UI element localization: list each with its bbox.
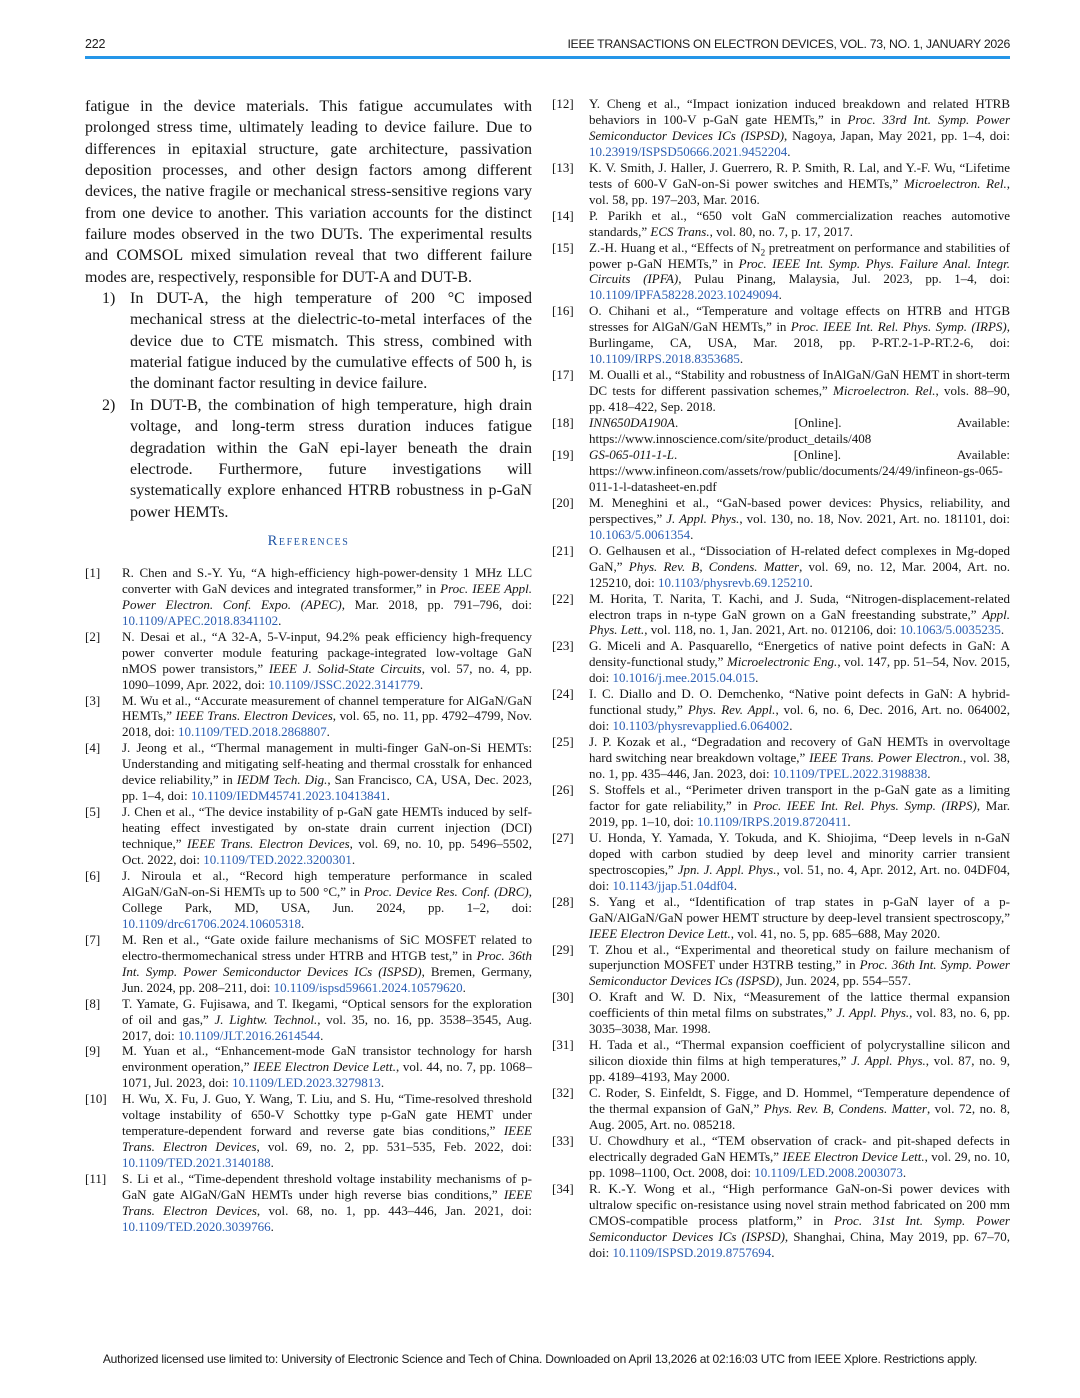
reference-text: , vol. 58, pp. 197–203, Mar. 2016. — [589, 175, 1010, 207]
doi-link[interactable]: 10.1109/TED.2021.3140188 — [122, 1155, 271, 1171]
reference-number: [32] — [552, 1085, 574, 1101]
reference-number: [18] — [552, 415, 574, 431]
reference-text: , Shanghai, China, May 2019, pp. 67–70, doi: — [589, 1228, 1011, 1260]
venue-italic: Proc. 36th Int. Symp. Power Semiconductor Devices ICs (ISPSD) — [122, 947, 533, 979]
venue-italic: Proc. 31st Int. Symp. Power Semiconductor Devices ICs (ISPSD) — [589, 1212, 1010, 1244]
reference-text: . — [809, 574, 813, 590]
venue-italic: ECS Trans. — [650, 223, 710, 239]
reference-text: , Bremen, Germany, Jun. 2024, pp. 208–211, doi: — [122, 963, 532, 995]
reference-number: [8] — [85, 995, 101, 1011]
venue-italic: IEEE J. Solid-State Circuits — [268, 660, 422, 676]
reference-text: M. Meneghini et al., “GaN-based power devices: Physics, reliability, and perspectives,” — [589, 494, 1010, 526]
header-rule — [85, 56, 1010, 59]
subscript-text: 2 — [760, 247, 766, 258]
venue-italic: J. Appl. Phys. — [836, 1005, 910, 1021]
venue-italic: IEEE Trans. Electron Devices — [186, 836, 350, 852]
reference-text: , Nagoya, Japan, May 2021, pp. 1–4, doi: — [784, 127, 1010, 143]
reference-entry — [552, 1037, 1010, 1085]
reference-text: . — [771, 1244, 775, 1260]
venue-italic: Proc. 33rd Int. Symp. Power Semiconductor Devices ICs (ISPSD) — [589, 111, 1010, 143]
reference-number: [5] — [85, 804, 101, 820]
reference-entry — [85, 1043, 532, 1091]
venue-italic: Jpn. J. Appl. Phys. — [677, 861, 777, 877]
reference-text: J. Chen et al., “The device instability of p-GaN gate HEMTs induced by self-heating effect investigated by on-state drain current injection (DCI) technique,” — [122, 804, 532, 852]
doi-link[interactable]: 10.1109/IPFA58228.2023.10249094 — [589, 287, 779, 303]
reference-text: . [Online]. Available: https://www.innoscience.com/site/product_details/408 — [589, 415, 1010, 447]
reference-number: [9] — [85, 1043, 101, 1059]
right-column — [552, 96, 1010, 1261]
reference-text: , vol. 118, no. 1, Jan. 2021, Art. no. 012106, doi: — [644, 622, 900, 638]
reference-number: [14] — [552, 207, 574, 223]
venue-italic: IEEE Trans. Power Electron. — [809, 750, 964, 766]
reference-number: [26] — [552, 781, 574, 797]
reference-entry — [552, 447, 1010, 495]
reference-text: . — [351, 852, 356, 868]
reference-entry — [85, 1171, 532, 1235]
venue-italic: J. Appl. Phys. — [666, 510, 740, 526]
reference-entry — [552, 686, 1010, 734]
reference-text: , vol. 68, no. 1, pp. 443–446, Jan. 2021, doi: — [256, 1203, 532, 1218]
reference-number: [33] — [552, 1132, 574, 1148]
reference-text: . — [927, 766, 931, 782]
reference-entry — [85, 565, 532, 629]
reference-entry — [552, 894, 1010, 942]
reference-text: . — [755, 670, 759, 686]
reference-entry — [552, 303, 1010, 367]
reference-text: O. Kraft and W. D. Nix, “Measurement of the lattice thermal expansion coefficients of thin metal films on substrates,” — [589, 989, 1010, 1021]
reference-text: U. Chowdhury et al., “TEM observation of crack- and pit-shaped defects in electrically degraded GaN HEMTs,” — [589, 1132, 1010, 1164]
reference-text: , vol. 65, no. 11, pp. 4792–4799, Nov. 2018, doi: — [122, 708, 532, 740]
reference-text: . [Online]. Available: https://www.infineon.com/assets/row/public/documents/24/49/infineon-gs-065-011-1-l-datasheet-en.pdf — [589, 446, 1010, 494]
reference-text: M. Wu et al., “Accurate measurement of channel temperature for AlGaN/GaN HEMTs,” — [122, 692, 532, 724]
reference-text: , vol. 57, no. 4, pp. 1090–1099, Apr. 2022, doi: — [122, 660, 532, 692]
reference-text: , vol. 69, no. 2, pp. 531–535, Feb. 2022, doi: — [256, 1139, 532, 1155]
reference-number: [25] — [552, 734, 574, 750]
reference-text: pretreatment on performance and stabilities of power p-GaN HEMTs,” in — [589, 239, 1010, 271]
venue-italic: Phys. Rev. B, Condens. Matter — [628, 558, 800, 574]
doi-link[interactable]: 10.1109/drc61706.2024.10605318 — [122, 915, 301, 931]
doi-link[interactable]: 10.1103/physrevb.69.125210 — [657, 574, 810, 590]
venue-italic: IEEE Trans. Electron Devices — [175, 708, 333, 724]
reference-number: [3] — [85, 692, 101, 708]
reference-text: . — [380, 1075, 385, 1091]
reference-text: O. Chihani et al., “Temperature and voltage effects on HTRB and HTGB stresses for AlGaN/GaN HEMTs,” in — [589, 303, 1010, 335]
reference-text: . — [278, 612, 282, 628]
reference-number: [22] — [552, 590, 574, 606]
doi-link[interactable]: 10.1109/ISPSD.2019.8757694 — [612, 1244, 772, 1260]
reference-text: . — [787, 143, 791, 159]
reference-entry — [552, 734, 1010, 782]
reference-text: U. Honda, Y. Yamada, Y. Tokuda, and K. Shiojima, “Deep levels in n-GaN doped with carbon studied by deep level and minority carrier transient spectroscopies,” — [589, 829, 1010, 877]
reference-entry — [552, 638, 1010, 686]
reference-text: , San Francisco, CA, USA, Dec. 2023, pp. 1–4, doi: — [122, 772, 532, 804]
reference-entry — [552, 989, 1010, 1037]
references-list-left — [85, 565, 532, 1235]
reference-text: H. Wu, X. Fu, J. Guo, Y. Wang, T. Liu, and S. Hu, “Time-resolved threshold voltage instability of 650-V Schottky type p-GaN gate HEMT under temperature-dependent forward and reverse gate bias conditions,” — [122, 1091, 532, 1139]
reference-text: , vol. 69, no. 10, pp. 5496–5502, Oct. 2022, doi: — [122, 836, 532, 868]
reference-text: M. Ren et al., “Gate oxide failure mechanisms of SiC MOSFET related to electro-thermomechanical stress under HTRB and HTGB test,” in — [122, 931, 532, 963]
left-column — [85, 96, 532, 1235]
reference-text: . — [778, 287, 782, 303]
venue-italic: GS-065-011-1-L — [589, 446, 674, 462]
reference-text: T. Zhou et al., “Experimental and theoretical study on failure mechanism of superjunction MOSFET under H3TRB testing,” in — [589, 941, 1010, 973]
reference-text: H. Tada et al., “Thermal expansion coefficient of polycrystalline silicon and silicon dioxide thin films at high temperatures,” — [589, 1037, 1010, 1069]
reference-text: , vol. 41, no. 5, pp. 685–688, May 2020. — [730, 925, 941, 941]
doi-link[interactable]: 10.1109/TPEL.2022.3198838 — [772, 766, 928, 782]
reference-text: , Mar. 2019, pp. 1–10, doi: — [589, 797, 1010, 829]
reference-entry — [552, 591, 1010, 639]
reference-number: [17] — [552, 367, 574, 383]
reference-number: [2] — [85, 628, 101, 644]
reference-entry — [552, 96, 1010, 160]
reference-text: J. Niroula et al., “Record high temperature performance in scaled AlGaN/GaN-on-Si HEMTs up to 500 °C,” in — [122, 867, 532, 899]
reference-entry — [552, 830, 1010, 894]
reference-entry — [552, 160, 1010, 208]
reference-text: . — [789, 718, 793, 734]
doi-link[interactable]: 10.1109/LED.2008.2003073 — [754, 1164, 903, 1180]
reference-text: Y. Cheng et al., “Impact ionization induced breakdown and related HTRB behaviors in 100-V p-GaN gate HEMTs,” in — [589, 96, 1010, 127]
reference-entry — [552, 1181, 1010, 1261]
list-text: In DUT-B, the combination of high temperature, high drain voltage, and long-term stress duration induces fatigue degradation within the GaN epi-layer beneath the drain electrode. Furthermore, future investigations will systematically explore enhanced HTRB robustness in p-GaN power HEMTs. — [130, 396, 532, 521]
reference-entry — [552, 942, 1010, 990]
doi-link[interactable]: 10.1109/TED.2020.3039766 — [122, 1218, 271, 1234]
reference-text: , Jun. 2024, pp. 554–557. — [779, 973, 912, 989]
copyright-notice: Authorized licensed use limited to: University of Electronic Science and Tech of China. Downloaded on April 13,2026 at 02:16:03 UTC from IEEE Xplore. Restrictions apply. — [102, 1352, 978, 1366]
doi-link[interactable]: 10.1063/5.0061354 — [589, 526, 691, 542]
reference-text: , vol. 80, no. 7, p. 17, 2017. — [709, 223, 853, 239]
reference-number: [20] — [552, 494, 574, 510]
reference-entry — [85, 932, 532, 996]
reference-text: , Mar. 2018, pp. 791–796, doi: — [341, 596, 532, 612]
reference-number: [13] — [552, 159, 574, 175]
reference-entry — [85, 996, 532, 1044]
doi-link[interactable]: 10.1109/ispsd59661.2024.10579620 — [273, 979, 463, 995]
reference-text: , vol. 130, no. 18, Nov. 2021, Art. no. 181101, doi: — [739, 510, 1010, 526]
reference-text: N. Desai et al., “A 32-A, 5-V-input, 94.2% peak efficiency high-frequency power converter module featuring package-integrated low-voltage GaN nMOS power transistors,” — [122, 628, 532, 676]
venue-italic: J. Lightw. Technol. — [214, 1011, 318, 1027]
doi-link[interactable]: 10.1063/5.0035235 — [899, 622, 1001, 638]
reference-number: [29] — [552, 941, 574, 957]
venue-italic: IEEE Electron Device Lett. — [589, 925, 731, 941]
reference-text: K. V. Smith, J. Haller, J. Guerrero, R. P. Smith, R. Lal, and Y.-F. Wu, “Lifetime tests of 600-V GaN-on-Si power switches and HEMTs,” — [589, 159, 1010, 191]
reference-text: Z.-H. Huang et al., “Effects of N — [589, 239, 761, 255]
reference-text: I. C. Diallo and D. O. Demchenko, “Native point defects in GaN: A hybrid-functional study,” — [589, 686, 1010, 718]
reference-number: [15] — [552, 239, 574, 255]
reference-text: , vol. 44, no. 7, pp. 1068–1071, Jul. 2023, doi: — [122, 1059, 532, 1091]
reference-text: P. Parikh et al., “650 volt GaN commercialization reaches automotive standards,” — [589, 207, 1010, 239]
venue-italic: INN650DA190A — [589, 415, 675, 431]
reference-text: , vol. 51, no. 4, Apr. 2012, Art. no. 04DF04, doi: — [589, 861, 1010, 893]
reference-entry — [85, 693, 532, 741]
reference-number: [10] — [85, 1091, 107, 1107]
venue-italic: Appl. Phys. Lett. — [589, 606, 1010, 638]
list-text: In DUT-A, the high temperature of 200 °C imposed mechanical stress at the dielectric-to-metal interfaces of the device due to CTE mismatch. This stress, combined with material fatigue induced by the cumulative effects of 500 h, is the dominant factor resulting in device failure. — [130, 290, 532, 393]
reference-text: R. K.-Y. Wong et al., “High performance GaN-on-Si power devices with ultralow specific on-resistance using novel strain method fabricated on 200 mm CMOS-compatible process platform,” in — [589, 1180, 1010, 1228]
body-paragraph: fatigue in the device materials. This fatigue accumulates with prolonged stress time, ultimately leading to device failure. Due to differences in epitaxial structure, gate architecture, passivation deposition processes, and other design factors among different devices, the native fragile or mechanical stress-sensitive regions vary from one device to another. This variation accounts for the distinct failure modes observed in the two DUTs. The experimental results and COMSOL mixed simulation reveal that two different failure modes are, respectively, responsible for DUT-A and DUT-B. — [85, 98, 532, 286]
reference-entry — [552, 782, 1010, 830]
reference-text: , vol. 38, no. 1, pp. 435–446, Jan. 2023, doi: — [589, 750, 1010, 782]
reference-number: [21] — [552, 542, 574, 558]
doi-link[interactable]: 10.1109/TED.2022.3200301 — [203, 852, 352, 868]
reference-entry — [552, 367, 1010, 415]
reference-text: S. Yang et al., “Identification of trap states in p-GaN layer of a p-GaN/AlGaN/GaN power HEMT structure by deep-level transient spectroscopy,” — [589, 893, 1010, 925]
reference-text: M. Yuan et al., “Enhancement-mode GaN transistor technology for harsh environment operation,” — [122, 1043, 532, 1075]
reference-number: [27] — [552, 829, 574, 845]
doi-link[interactable]: 10.1109/JSSC.2022.3141779 — [268, 676, 420, 692]
reference-text: J. Jeong et al., “Thermal management in multi-finger GaN-on-Si HEMTs: Understanding and mitigating self-heating and thermal crosstalk for enhanced device reliability,” in — [122, 740, 532, 788]
reference-text: T. Yamate, G. Fujisawa, and T. Ikegami, “Optical sensors for the exploration of oil and gas,” — [122, 995, 532, 1027]
list-item-2 — [85, 395, 532, 523]
venue-italic: Microelectron. Rel. — [903, 175, 1007, 191]
reference-number: [4] — [85, 740, 101, 756]
reference-number: [19] — [552, 446, 574, 462]
doi-link[interactable]: 10.1016/j.mee.2015.04.015 — [612, 670, 756, 686]
reference-entry — [85, 868, 532, 932]
reference-number: [1] — [85, 564, 101, 580]
reference-entry — [85, 1091, 532, 1171]
reference-entry — [552, 1133, 1010, 1181]
reference-text: , vol. 87, no. 9, pp. 4189–4193, May 2000. — [589, 1053, 1010, 1085]
reference-text: . — [300, 915, 305, 931]
venue-italic: Proc. IEEE Appl. Power Electron. Conf. Expo. (APEC) — [122, 580, 533, 612]
reference-text: M. Oualli et al., “Stability and robustness of InAlGaN/GaN HEMT in short-term DC tests for different passivation schemes,” — [589, 367, 1010, 399]
reference-entry — [552, 495, 1010, 543]
reference-text: , vol. 29, no. 10, pp. 1098–1100, Oct. 2008, doi: — [589, 1148, 1010, 1180]
reference-entry — [552, 543, 1010, 591]
reference-text: , vol. 35, no. 16, pp. 3538–3545, Aug. 2017, doi: — [122, 1011, 532, 1043]
reference-text: , College Park, MD, USA, Jun. 2024, pp. 1–2, doi: — [122, 883, 532, 915]
doi-link[interactable]: 10.1109/IEDM45741.2023.10413841 — [190, 788, 387, 804]
reference-number: [12] — [552, 96, 574, 111]
doi-link[interactable]: 10.1143/jjap.51.04df04 — [612, 877, 734, 893]
reference-number: [31] — [552, 1037, 574, 1053]
doi-link[interactable]: 10.1109/JLT.2016.2614544 — [177, 1027, 321, 1043]
reference-text: , vol. 6, no. 6, Dec. 2016, Art. no. 064002, doi: — [589, 702, 1010, 734]
venue-italic: IEDM Tech. Dig. — [236, 772, 328, 788]
reference-text: , vols. 88–90, pp. 418–422, Sep. 2018. — [589, 383, 1010, 415]
references-heading: References — [267, 532, 350, 549]
reference-number: [24] — [552, 686, 574, 702]
venue-italic: IEEE Electron Device Lett. — [253, 1059, 397, 1075]
reference-entry — [85, 629, 532, 693]
reference-text: . — [386, 788, 390, 804]
reference-text: , vol. 147, pp. 51–54, Nov. 2015, doi: — [589, 654, 1010, 686]
reference-text: O. Gelhausen et al., “Dissociation of H-related defect complexes in Mg-doped GaN,” — [589, 542, 1010, 574]
reference-text: R. Chen and S.-Y. Yu, “A high-efficiency high-power-density 1 MHz LLC converter with GaN devices and integrated transformer,” in — [122, 564, 532, 596]
references-list-right — [552, 96, 1010, 1261]
doi-link[interactable]: 10.1109/LED.2023.3279813 — [232, 1075, 381, 1091]
reference-text: G. Miceli and A. Pasquarello, “Energetics of native point defects in GaN: A density-functional study,” — [589, 638, 1010, 670]
reference-text: . — [847, 813, 851, 829]
reference-number: [11] — [85, 1171, 107, 1187]
venue-italic: IEEE Electron Device Lett. — [782, 1148, 925, 1164]
running-head: IEEE TRANSACTIONS ON ELECTRON DEVICES, VOL. 73, NO. 1, JANUARY 2026 — [567, 37, 1010, 51]
reference-text: , vol. 83, no. 6, pp. 3035–3038, Mar. 1998. — [589, 1005, 1010, 1037]
reference-text: . — [326, 724, 330, 740]
reference-number: [30] — [552, 989, 574, 1005]
reference-entry — [552, 415, 1010, 447]
reference-number: [28] — [552, 893, 574, 909]
venue-italic: IEEE Trans. Electron Devices — [122, 1187, 532, 1218]
list-number: 1) — [102, 290, 116, 308]
venue-italic: Proc. IEEE Int. Symp. Phys. Failure Anal. Integr. Circuits (IPFA) — [589, 255, 1011, 287]
reference-text: . — [690, 526, 694, 542]
reference-number: [34] — [552, 1180, 574, 1196]
venue-italic: Proc. Device Res. Conf. (DRC) — [363, 883, 529, 899]
reference-text: S. Li et al., “Time-dependent threshold voltage instability mechanisms of p-GaN gate AlGaN/GaN HEMTs under high reverse bias conditions,” — [122, 1171, 532, 1203]
venue-italic: Microelectronic Eng. — [726, 654, 838, 670]
reference-text: . — [320, 1027, 324, 1043]
reference-text: J. P. Kozak et al., “Degradation and recovery of GaN HEMTs in overvoltage hard switching near breakdown voltage,” — [589, 734, 1010, 766]
reference-entry — [552, 240, 1010, 304]
reference-entry — [85, 740, 532, 804]
venue-italic: Phys. Rev. B, Condens. Matter — [763, 1101, 927, 1117]
venue-italic: Phys. Rev. Appl. — [687, 702, 776, 718]
reference-text: M. Horita, T. Narita, T. Kachi, and J. Suda, “Nitrogen-displacement-related electron traps in n-type GaN grown on a GaN freestanding substrate,” — [589, 590, 1010, 622]
reference-text: . — [270, 1218, 274, 1234]
list-item-1 — [85, 288, 532, 395]
doi-link[interactable]: 10.1109/IRPS.2019.8720411 — [696, 813, 848, 829]
reference-text: C. Roder, S. Einfeldt, S. Figge, and D. Hommel, “Temperature dependence of the thermal expansion of GaN,” — [589, 1085, 1010, 1117]
reference-number: [6] — [85, 867, 101, 883]
reference-text: , Burlingame, CA, USA, Mar. 2018, pp. P-RT.2-1-P-RT.2-6, doi: — [589, 319, 1010, 351]
reference-number: [7] — [85, 931, 101, 947]
list-number: 2) — [102, 396, 116, 414]
venue-italic: Proc. IEEE Int. Rel. Phys. Symp. (IRPS) — [753, 797, 977, 813]
reference-text: . — [462, 979, 466, 995]
doi-link[interactable]: 10.1109/TED.2018.2868807 — [177, 724, 327, 740]
reference-text: , Pulau Pinang, Malaysia, Jul. 2023, pp. 1–4, doi: — [678, 271, 1010, 287]
reference-entry — [552, 1085, 1010, 1133]
doi-link[interactable]: 10.1109/APEC.2018.8341102 — [122, 612, 279, 628]
venue-italic: Proc. IEEE Int. Rel. Phys. Symp. (IRPS) — [790, 319, 1007, 335]
venue-italic: J. Appl. Phys. — [851, 1053, 926, 1069]
reference-number: [23] — [552, 638, 574, 654]
reference-text: . — [1000, 622, 1005, 638]
reference-text: . — [733, 877, 737, 893]
page-number: 222 — [85, 37, 106, 51]
reference-text: . — [739, 351, 744, 367]
reference-text: , vol. 69, no. 12, Mar. 2004, Art. no. 125210, doi: — [589, 558, 1011, 590]
reference-entry — [85, 804, 532, 868]
venue-italic: IEEE Trans. Electron Devices — [122, 1123, 532, 1155]
reference-text: . — [270, 1155, 274, 1171]
reference-text: . — [419, 676, 424, 692]
doi-link[interactable]: 10.1109/IRPS.2018.8353685 — [589, 351, 740, 367]
reference-number: [16] — [552, 303, 574, 319]
reference-text: . — [902, 1164, 907, 1180]
venue-italic: Microelectron. Rel. — [833, 383, 936, 399]
venue-italic: Proc. 36th Int. Symp. Power Semiconductor Devices ICs (ISPSD) — [589, 957, 1010, 989]
reference-text: S. Stoffels et al., “Perimeter driven transport in the p-GaN gate as a limiting factor for gate reliability,” in — [589, 781, 1010, 813]
doi-link[interactable]: 10.1103/physrevapplied.6.064002 — [612, 718, 790, 734]
reference-text: , vol. 72, no. 8, Aug. 2005, Art. no. 085218. — [589, 1101, 1010, 1132]
reference-entry — [552, 208, 1010, 240]
doi-link[interactable]: 10.23919/ISPSD50666.2021.9452204 — [589, 143, 788, 159]
